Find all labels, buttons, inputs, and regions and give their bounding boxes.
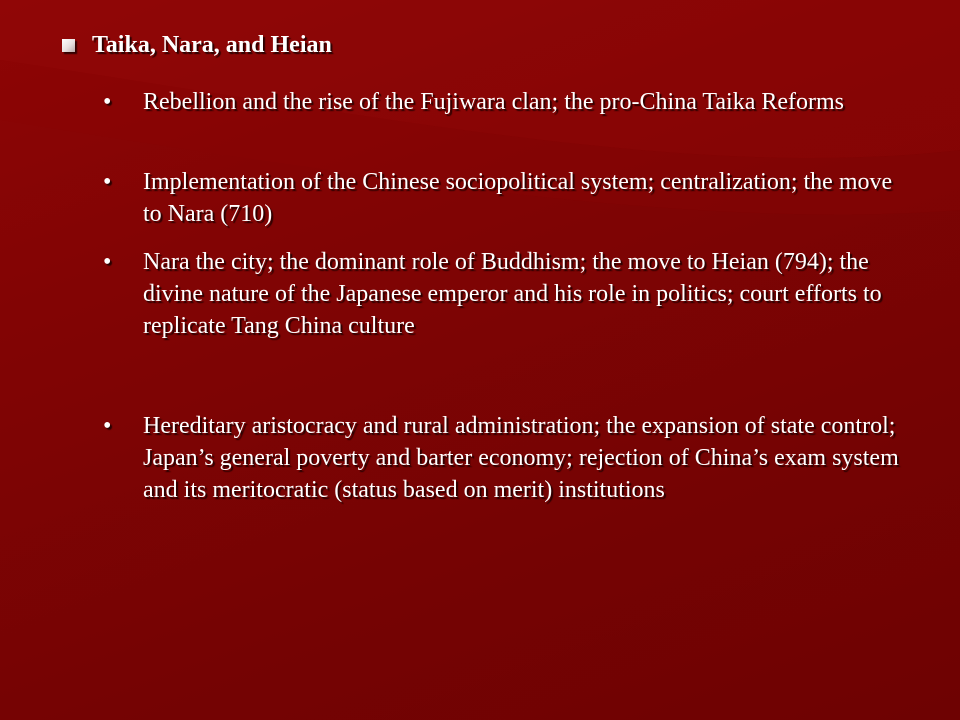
slide-heading	[62, 31, 922, 59]
list-item-text: Hereditary aristocracy and rural administration; the expansion of state control; Japan’s general poverty and barter economy; rejection of China’s exam system and its meritocratic (status based on merit) institutions	[143, 413, 899, 503]
list-item	[103, 246, 903, 342]
round-bullet-icon: •	[103, 89, 112, 115]
list-item	[103, 410, 903, 506]
round-bullet-icon: •	[103, 169, 112, 195]
list-item-text: Implementation of the Chinese sociopolitical system; centralization; the move to Nara (710)	[143, 169, 893, 227]
list-item-text: Rebellion and the rise of the Fujiwara clan; the pro-China Taika Reforms	[143, 89, 845, 115]
heading-text: Taika, Nara, and Heian	[92, 32, 332, 58]
list-item	[103, 166, 903, 230]
round-bullet-icon: •	[103, 413, 112, 439]
list-item-text: Nara the city; the dominant role of Buddhism; the move to Heian (794); the divine nature of the Japanese emperor and his role in politics; court efforts to replicate Tang China culture	[143, 249, 882, 339]
list-item	[103, 86, 903, 118]
square-bullet-icon	[62, 39, 75, 52]
round-bullet-icon: •	[103, 249, 112, 275]
